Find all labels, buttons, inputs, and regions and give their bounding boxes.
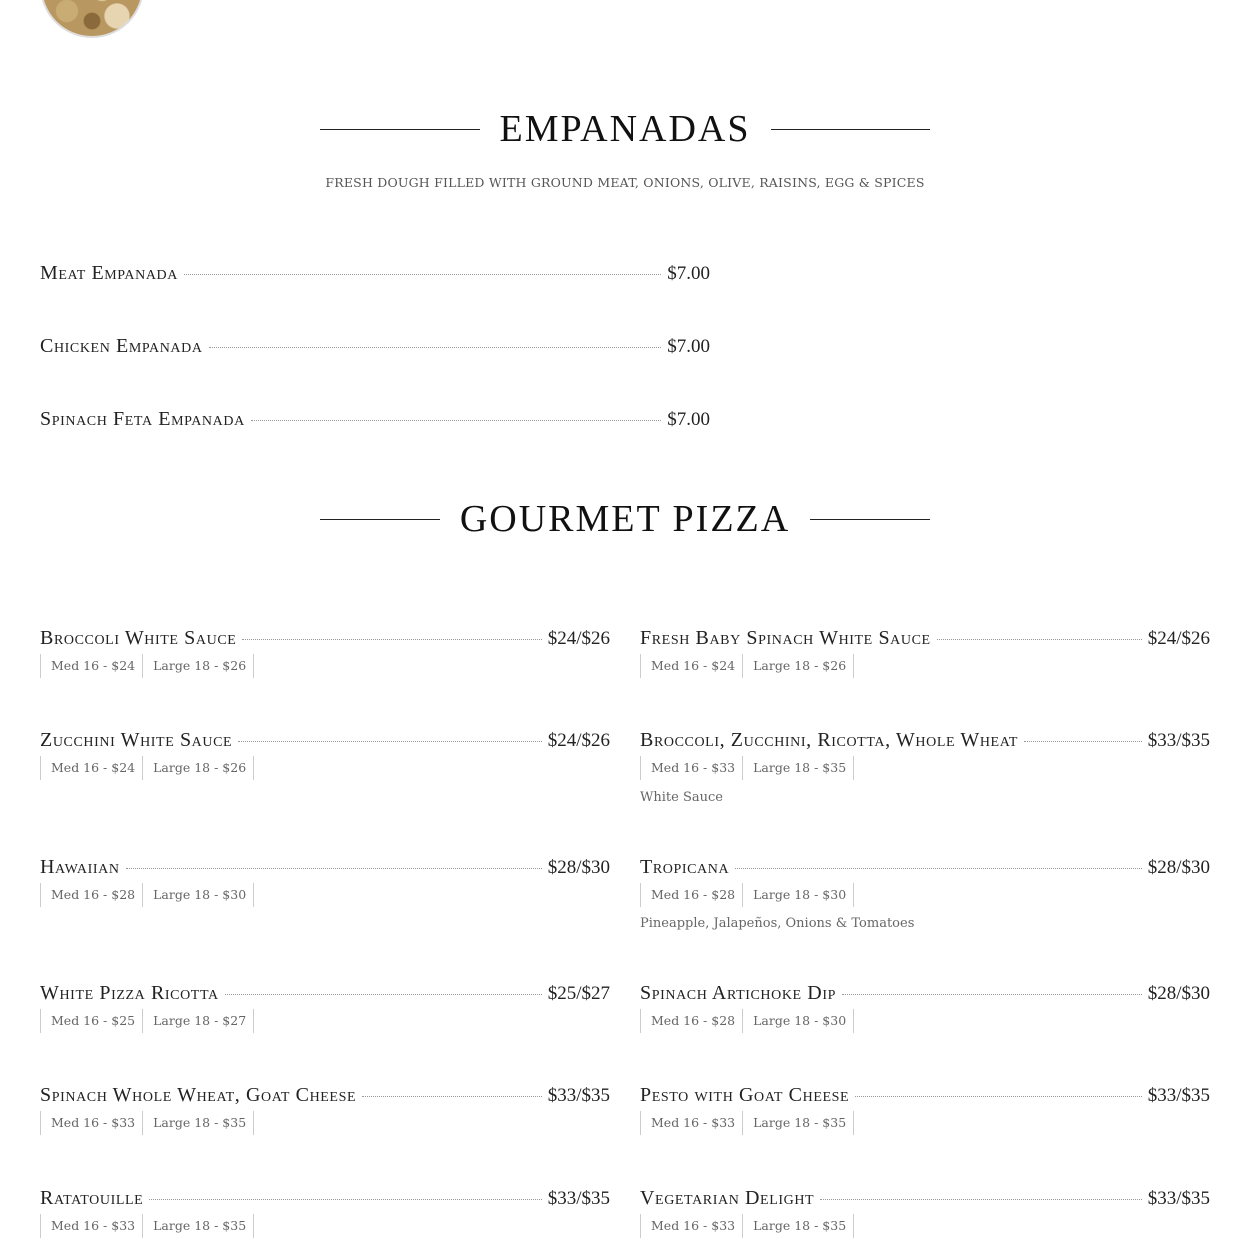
size-options <box>640 1111 854 1135</box>
size-medium: Med 16 - $24 <box>640 654 742 678</box>
size-options <box>40 1009 254 1033</box>
dotted-leader <box>735 868 1142 869</box>
item-price: $28/$30 <box>547 857 610 878</box>
size-options <box>640 883 854 907</box>
dotted-leader <box>1024 741 1142 742</box>
item-name: Spinach Feta Empanada <box>40 408 245 430</box>
heading-rule-left <box>320 519 440 520</box>
size-medium: Med 16 - $33 <box>640 1111 742 1135</box>
menu-item-chicken-empanada <box>40 335 710 358</box>
menu-item-spinach-whole-wheat-goat-cheese <box>40 1084 610 1107</box>
size-large: Large 18 - $30 <box>742 1009 854 1033</box>
empanadas-title: EMPANADAS <box>499 108 751 150</box>
menu-item-broccoli-white-sauce <box>40 627 610 650</box>
size-medium: Med 16 - $28 <box>640 883 742 907</box>
dotted-leader <box>251 420 661 421</box>
size-medium: Med 16 - $24 <box>40 654 142 678</box>
dotted-leader <box>149 1199 541 1200</box>
item-price: $7.00 <box>667 263 710 284</box>
size-large: Large 18 - $35 <box>142 1111 254 1135</box>
size-medium: Med 16 - $28 <box>40 883 142 907</box>
dotted-leader <box>184 274 661 275</box>
menu-item-spinach-artichoke-dip <box>640 982 1210 1005</box>
dotted-leader <box>855 1096 1142 1097</box>
size-options <box>40 756 254 780</box>
menu-item-vegetarian-delight <box>640 1187 1210 1210</box>
item-name: Zucchini White Sauce <box>40 729 233 751</box>
menu-item-fresh-baby-spinach <box>640 627 1210 650</box>
item-price: $33/$35 <box>547 1188 610 1209</box>
size-options <box>640 756 854 780</box>
item-price: $33/$35 <box>1147 1085 1210 1106</box>
item-name: Hawaiian <box>40 856 120 878</box>
item-name: Tropicana <box>640 856 730 878</box>
dotted-leader <box>842 994 1142 995</box>
item-name: Spinach Artichoke Dip <box>640 982 837 1004</box>
item-price: $33/$35 <box>1147 730 1210 751</box>
menu-item-hawaiian <box>40 856 610 879</box>
item-price: $25/$27 <box>547 983 610 1004</box>
item-name: Chicken Empanada <box>40 335 203 357</box>
heading-rule-right <box>810 519 930 520</box>
dotted-leader <box>238 741 542 742</box>
item-price: $24/$26 <box>1147 628 1210 649</box>
item-name: White Pizza Ricotta <box>40 982 219 1004</box>
size-medium: Med 16 - $25 <box>40 1009 142 1033</box>
size-medium: Med 16 - $24 <box>40 756 142 780</box>
menu-item-pesto-goat-cheese <box>640 1084 1210 1107</box>
heading-rule-left <box>320 129 480 130</box>
item-name: Pesto with Goat Cheese <box>640 1084 850 1106</box>
size-options <box>640 654 854 678</box>
item-price: $28/$30 <box>1147 857 1210 878</box>
size-medium: Med 16 - $33 <box>640 1214 742 1238</box>
dotted-leader <box>937 639 1142 640</box>
size-large: Large 18 - $35 <box>742 1214 854 1238</box>
item-name: Spinach Whole Wheat, Goat Cheese <box>40 1084 357 1106</box>
dotted-leader <box>242 639 541 640</box>
size-medium: Med 16 - $33 <box>640 756 742 780</box>
size-options <box>640 1009 854 1033</box>
item-price: $28/$30 <box>1147 983 1210 1004</box>
size-large: Large 18 - $35 <box>742 1111 854 1135</box>
empanadas-photo <box>40 0 144 38</box>
size-large: Large 18 - $26 <box>142 654 254 678</box>
size-options <box>40 883 254 907</box>
size-large: Large 18 - $30 <box>142 883 254 907</box>
item-description: Pineapple, Jalapeños, Onions & Tomatoes <box>640 916 915 931</box>
item-name: Ratatouille <box>40 1187 144 1209</box>
empanadas-heading <box>320 110 930 148</box>
item-description: White Sauce <box>640 790 723 805</box>
heading-rule-right <box>771 129 931 130</box>
menu-item-zucchini-white-sauce <box>40 729 610 752</box>
item-name: Vegetarian Delight <box>640 1187 815 1209</box>
empanadas-subtitle: FRESH DOUGH FILLED WITH GROUND MEAT, ONIONS, OLIVE, RAISINS, EGG & SPICES <box>325 175 925 190</box>
size-options <box>640 1214 854 1238</box>
item-name: Fresh Baby Spinach White Sauce <box>640 627 931 649</box>
size-options <box>40 654 254 678</box>
item-name: Meat Empanada <box>40 262 178 284</box>
size-large: Large 18 - $26 <box>742 654 854 678</box>
size-medium: Med 16 - $33 <box>40 1111 142 1135</box>
menu-item-white-pizza-ricotta <box>40 982 610 1005</box>
item-price: $24/$26 <box>547 730 610 751</box>
item-name: Broccoli, Zucchini, Ricotta, Whole Wheat <box>640 729 1019 751</box>
size-large: Large 18 - $26 <box>142 756 254 780</box>
item-price: $33/$35 <box>547 1085 610 1106</box>
pizza-title: GOURMET PIZZA <box>459 498 791 540</box>
item-price: $24/$26 <box>547 628 610 649</box>
dotted-leader <box>126 868 542 869</box>
size-options <box>40 1111 254 1135</box>
dotted-leader <box>362 1096 542 1097</box>
menu-item-meat-empanada <box>40 262 710 285</box>
menu-item-broccoli-zucchini-ricotta <box>640 729 1210 752</box>
item-price: $7.00 <box>667 336 710 357</box>
pizza-heading <box>320 500 930 538</box>
item-price: $33/$35 <box>1147 1188 1210 1209</box>
menu-item-tropicana <box>640 856 1210 879</box>
dotted-leader <box>225 994 542 995</box>
size-large: Large 18 - $30 <box>742 883 854 907</box>
size-large: Large 18 - $35 <box>742 756 854 780</box>
size-options <box>40 1214 254 1238</box>
menu-item-spinach-feta-empanada <box>40 408 710 431</box>
size-large: Large 18 - $27 <box>142 1009 254 1033</box>
menu-item-ratatouille <box>40 1187 610 1210</box>
size-medium: Med 16 - $33 <box>40 1214 142 1238</box>
dotted-leader <box>820 1199 1142 1200</box>
dotted-leader <box>209 347 662 348</box>
item-price: $7.00 <box>667 409 710 430</box>
size-large: Large 18 - $35 <box>142 1214 254 1238</box>
item-name: Broccoli White Sauce <box>40 627 237 649</box>
size-medium: Med 16 - $28 <box>640 1009 742 1033</box>
